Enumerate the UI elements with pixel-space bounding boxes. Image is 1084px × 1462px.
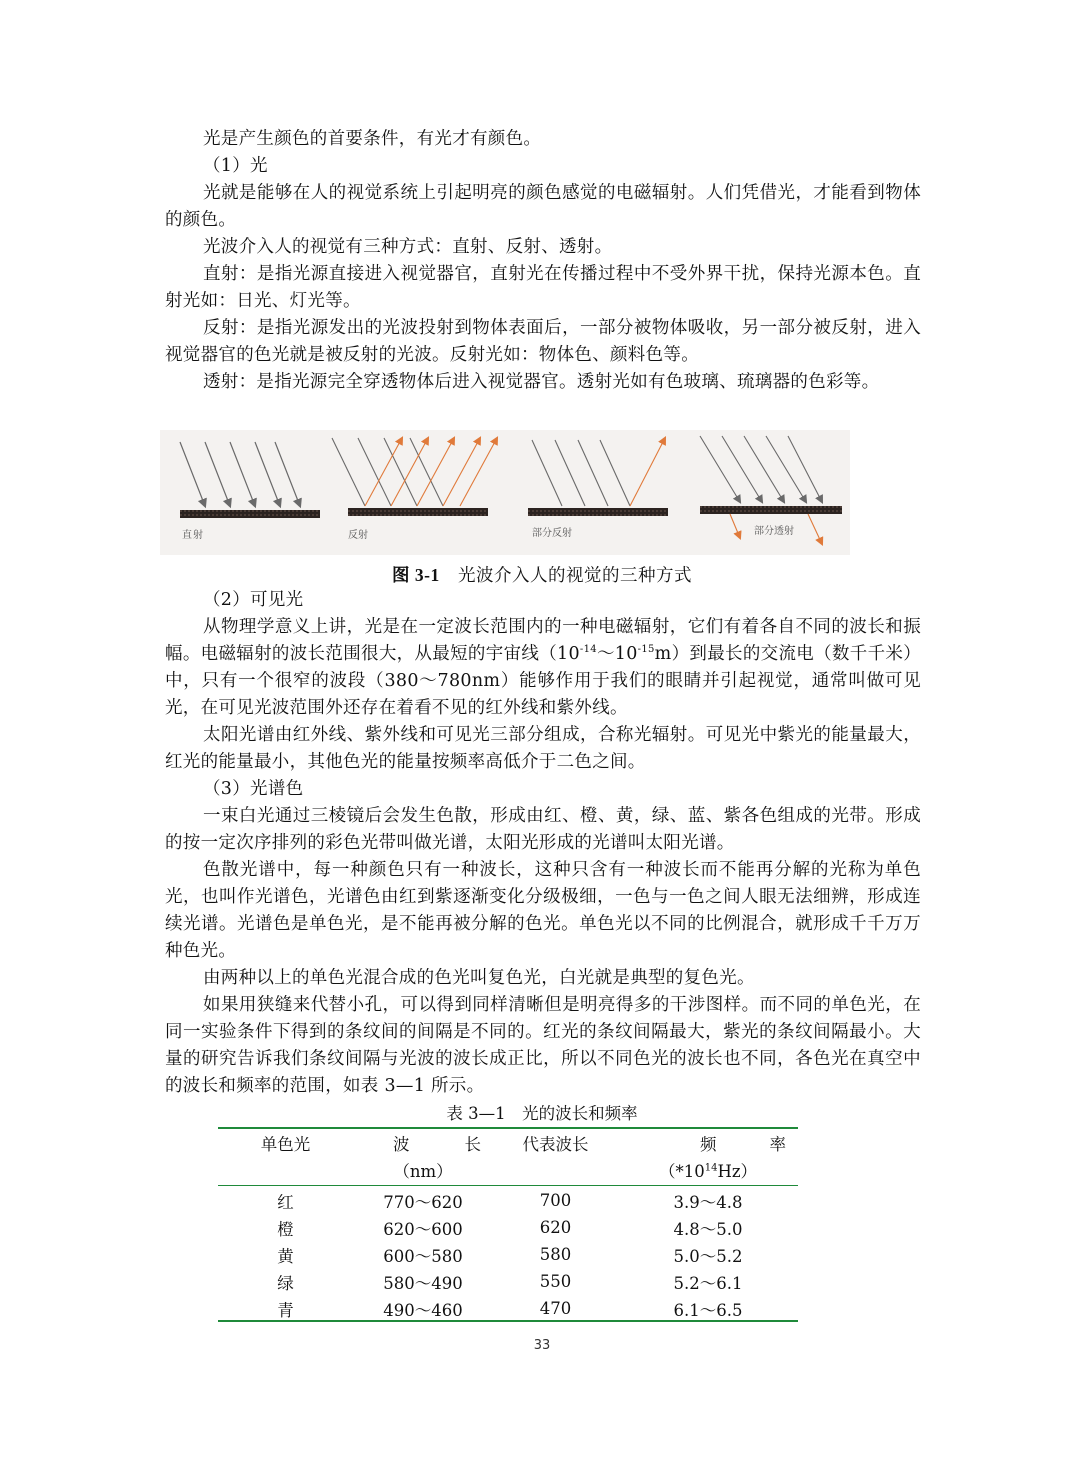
superscript: -14 bbox=[579, 644, 597, 656]
figure-light-modes bbox=[160, 430, 850, 555]
superscript: 14 bbox=[704, 1162, 718, 1173]
cell-rep: 550 bbox=[539, 1272, 572, 1291]
paragraph: 反射：是指光源发出的光波投射到物体表面后，一部分被物体吸收，另一部分被反射，进入视觉器官的色光就是被反射的光波。反射光如：物体色、颜料色等。 bbox=[165, 318, 921, 365]
header-rep-wavelength: 代表波长 bbox=[522, 1134, 589, 1154]
header-frequency bbox=[618, 1129, 798, 1156]
table-row bbox=[218, 1214, 798, 1241]
label-reflection: 反射 bbox=[348, 530, 368, 541]
superscript: -15 bbox=[637, 644, 655, 656]
header-text: 长 bbox=[464, 1134, 481, 1154]
header-text: 波 bbox=[393, 1134, 410, 1154]
panel-partial-reflection bbox=[528, 438, 668, 539]
table-header-rule bbox=[218, 1185, 798, 1186]
label-partial-reflection: 部分反射 bbox=[532, 528, 572, 539]
paragraph: 太阳光谱由红外线、紫外线和可见光三部分组成，合称光辐射。可见光中紫光的能量最大，红光的能量最小，其他色光的能量按频率高低介于二色之间。 bbox=[165, 725, 921, 772]
cell-color: 红 bbox=[277, 1192, 294, 1212]
panel-partial-transmission bbox=[700, 436, 842, 544]
table-unit-row bbox=[218, 1156, 798, 1183]
label-direct: 直射 bbox=[182, 530, 204, 541]
text-run: 从物理学意义上讲，光是在一定波长范围内的一种电磁辐射，它们有着各自不同的波长和振幅。电磁辐射的波长范围很大，从最短的宇宙线（10 bbox=[165, 617, 921, 664]
cell-range: 770～620 bbox=[383, 1192, 463, 1212]
table-row bbox=[218, 1187, 798, 1214]
cell-freq: 5.2～6.1 bbox=[673, 1273, 743, 1293]
paragraph: 一束白光通过三棱镜后会发生色散，形成由红、橙、黄，绿、蓝、紫各色组成的光带。形成的按一定次序排列的彩色光带叫做光谱，太阳光形成的光谱叫太阳光谱。 bbox=[165, 806, 921, 853]
paragraph: 如果用狭缝来代替小孔，可以得到同样清晰但是明亮得多的干涉图样。而不同的单色光，在同一实验条件下得到的条纹间的间隔是不同的。红光的条纹间隔最大，紫光的条纹间隔最小。大量的研究告诉我们条纹间隔与光波的波长成正比，所以不同色光的波长也不同，各色光在真空中的波长和频率的范围，如表 3—1 所示。 bbox=[165, 995, 921, 1096]
cell-rep: 700 bbox=[539, 1191, 572, 1210]
cell-freq: 5.0～5.2 bbox=[673, 1246, 743, 1266]
wavelength-table bbox=[218, 1129, 798, 1322]
cell-color: 青 bbox=[277, 1300, 294, 1320]
cell-freq: 3.9～4.8 bbox=[673, 1192, 743, 1212]
cell-rep: 620 bbox=[539, 1218, 572, 1237]
cell-rep: 470 bbox=[539, 1299, 572, 1318]
unit-hz bbox=[618, 1156, 798, 1183]
cell-rep: 580 bbox=[539, 1245, 572, 1264]
table-title: 表 3—1 光的波长和频率 bbox=[446, 1104, 638, 1123]
paragraph: 色散光谱中，每一种颜色只有一种波长，这种只含有一种波长而不能再分解的光称为单色光，也叫作光谱色，光谱色由红到紫逐渐变化分级极细，一色与一色之间人眼无法细辨，形成连续光谱。光谱色是单色光，是不能再被分解的色光。单色光以不同的比例混合，就形成千千万万种色光。 bbox=[165, 860, 921, 961]
cell-color: 黄 bbox=[277, 1246, 294, 1266]
section-heading: （2）可见光 bbox=[203, 590, 304, 610]
unit-nm: （nm） bbox=[393, 1161, 453, 1181]
figure-caption bbox=[0, 563, 1084, 588]
page-number: 33 bbox=[533, 1338, 551, 1353]
caption-text: 光波介入人的视觉的三种方式 bbox=[457, 566, 692, 586]
table-row bbox=[218, 1241, 798, 1268]
paragraph: 直射：是指光源直接进入视觉器官，直射光在传播过程中不受外界干扰，保持光源本色。直射光如：日光、灯光等。 bbox=[165, 264, 921, 311]
cell-color: 绿 bbox=[277, 1273, 294, 1293]
paragraph: 透射：是指光源完全穿透物体后进入视觉器官。透射光如有色玻璃、琉璃器的色彩等。 bbox=[203, 372, 880, 392]
paragraph-visible-light bbox=[165, 614, 921, 722]
unit-text: （*10 bbox=[658, 1161, 705, 1181]
table-bottom-rule bbox=[218, 1320, 798, 1322]
paragraph: 光波介入人的视觉有三种方式：直射、反射、透射。 bbox=[203, 237, 613, 257]
header-text: 频 bbox=[700, 1134, 717, 1154]
text-run: m）到最长的交流电（数千千米）中，只有一个很窄的波段（380～780nm）能够作用于我们的眼睛并引起视觉，通常叫做可见光，在可见光波范围外还存在着看不见的红外线和紫外线。 bbox=[165, 644, 922, 718]
paragraph: 光就是能够在人的视觉系统上引起明亮的颜色感觉的电磁辐射。人们凭借光，才能看到物体的颜色。 bbox=[165, 183, 921, 230]
cell-color: 橙 bbox=[277, 1219, 294, 1239]
panel-direct bbox=[180, 442, 320, 541]
section-heading: （3）光谱色 bbox=[203, 779, 304, 799]
panel-reflection bbox=[332, 438, 497, 541]
paragraph: 由两种以上的单色光混合成的色光叫复色光，白光就是典型的复色光。 bbox=[203, 968, 755, 988]
cell-range: 490～460 bbox=[383, 1300, 463, 1320]
header-color: 单色光 bbox=[260, 1134, 311, 1154]
label-partial-transmission: 部分透射 bbox=[754, 526, 794, 537]
cell-range: 600～580 bbox=[383, 1246, 463, 1266]
paragraph: 光是产生颜色的首要条件，有光才有颜色。 bbox=[203, 129, 542, 149]
text-run: ～10 bbox=[596, 644, 638, 664]
table-row bbox=[218, 1295, 798, 1322]
cell-range: 580～490 bbox=[383, 1273, 463, 1293]
header-text: 率 bbox=[769, 1134, 786, 1154]
caption-number: 图 3-1 bbox=[392, 565, 440, 585]
unit-text: Hz） bbox=[717, 1161, 758, 1181]
header-wavelength bbox=[353, 1129, 493, 1156]
cell-freq: 6.1～6.5 bbox=[673, 1300, 743, 1320]
cell-range: 620～600 bbox=[383, 1219, 463, 1239]
figure-illustration bbox=[160, 430, 850, 555]
table-row bbox=[218, 1268, 798, 1295]
cell-freq: 4.8～5.0 bbox=[673, 1219, 743, 1239]
table-header-row bbox=[218, 1129, 798, 1156]
section-heading: （1）光 bbox=[203, 156, 268, 176]
